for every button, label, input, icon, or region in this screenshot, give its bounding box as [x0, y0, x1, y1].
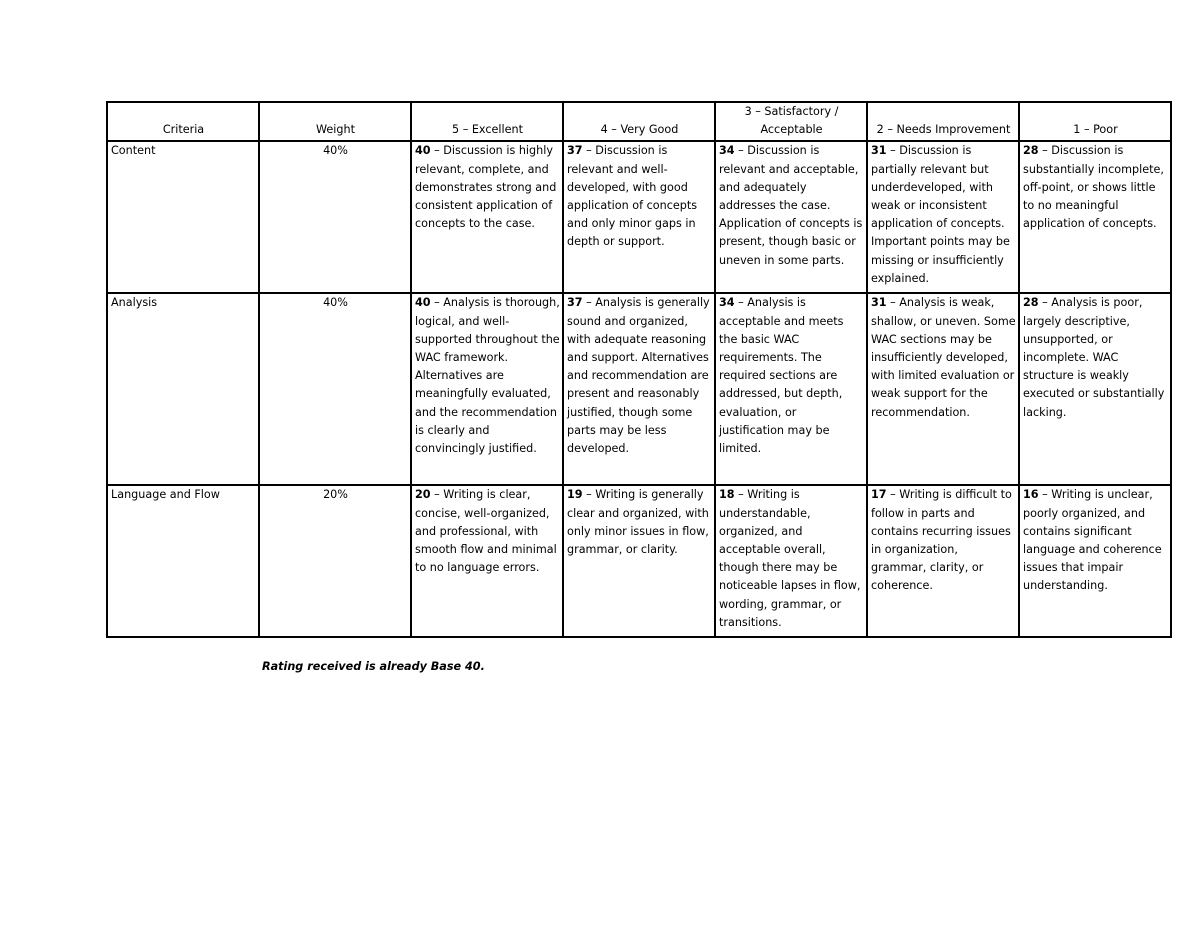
rating-description: – Discussion is substantially incomplete, off-point, or shows little to no meaningful application of concepts. [1023, 144, 1164, 231]
rating-description: – Writing is difficult to follow in parts and contains recurring issues in organization, grammar, clarity, or coherence. [871, 488, 1012, 593]
score-value: 20 [415, 488, 431, 502]
score-value: 28 [1023, 144, 1039, 158]
header-row [107, 102, 1171, 141]
rating-description: – Discussion is partially relevant but underdeveloped, with weak or inconsistent application of concepts. Important points may be missing or insufficiently explained. [871, 144, 1010, 285]
rating-cell [867, 485, 1019, 637]
rating-description: – Analysis is weak, shallow, or uneven. Some WAC sections may be insufficiently developed, with limited evaluation or weak support for the recommendation. [871, 296, 1016, 419]
rating-cell [563, 293, 715, 485]
rating-cell [1019, 485, 1171, 637]
criteria-cell: Content [107, 141, 259, 293]
table-row [107, 293, 1171, 485]
score-value: 28 [1023, 296, 1039, 310]
score-value: 34 [719, 296, 735, 310]
criteria-cell: Analysis [107, 293, 259, 485]
score-value: 34 [719, 144, 735, 158]
criteria-cell: Language and Flow [107, 485, 259, 637]
rating-cell [563, 485, 715, 637]
table-row [107, 485, 1171, 637]
rating-cell [867, 293, 1019, 485]
weight-cell: 40% [259, 293, 411, 485]
score-value: 31 [871, 144, 887, 158]
rating-note: Rating received is already Base 40. [262, 660, 485, 673]
rating-cell [715, 293, 867, 485]
rating-description: – Writing is understandable, organized, and acceptable overall, though there may be noticeable lapses in flow, wording, grammar, or transitions. [719, 488, 861, 629]
rating-description: – Writing is clear, concise, well-organized, and professional, with smooth flow and minimal to no language errors. [415, 488, 557, 575]
rating-description: – Discussion is highly relevant, complete, and demonstrates strong and consistent application of concepts to the case. [415, 144, 557, 231]
rating-cell [715, 141, 867, 293]
header-criteria: Criteria [107, 102, 259, 141]
rating-cell [563, 141, 715, 293]
header-needs-improvement: 2 – Needs Improvement [867, 102, 1019, 141]
rating-description: – Discussion is relevant and acceptable, and adequately addresses the case. Application of concepts is present, though basic or uneven in some parts. [719, 144, 863, 267]
rating-cell [1019, 141, 1171, 293]
rubric-table [106, 101, 1172, 638]
header-very-good: 4 – Very Good [563, 102, 715, 141]
score-value: 18 [719, 488, 735, 502]
score-value: 37 [567, 296, 583, 310]
table-row [107, 141, 1171, 293]
header-excellent: 5 – Excellent [411, 102, 563, 141]
header-poor: 1 – Poor [1019, 102, 1171, 141]
rating-cell [1019, 293, 1171, 485]
rating-cell [411, 141, 563, 293]
rating-cell [411, 293, 563, 485]
rating-cell [411, 485, 563, 637]
rating-description: – Discussion is relevant and well-developed, with good application of concepts and only minor gaps in depth or support. [567, 144, 698, 249]
rating-description: – Analysis is thorough, logical, and well-supported throughout the WAC framework. Alternatives are meaningfully evaluated, and the recommendation is clearly and convincingly justified. [415, 296, 560, 456]
score-value: 17 [871, 488, 887, 502]
header-weight: Weight [259, 102, 411, 141]
score-value: 16 [1023, 488, 1039, 502]
score-value: 40 [415, 144, 431, 158]
rating-description: – Analysis is generally sound and organized, with adequate reasoning and support. Alternatives and recommendation are present and reasonably justified, though some parts may be less developed. [567, 296, 710, 456]
score-value: 37 [567, 144, 583, 158]
weight-cell: 40% [259, 141, 411, 293]
header-satisfactory: 3 – Satisfactory / Acceptable [715, 102, 867, 141]
rating-description: – Analysis is poor, largely descriptive, unsupported, or incomplete. WAC structure is weakly executed or substantially lacking. [1023, 296, 1165, 419]
rating-cell [715, 485, 867, 637]
score-value: 40 [415, 296, 431, 310]
rating-description: – Writing is unclear, poorly organized, and contains significant language and coherence issues that impair understanding. [1023, 488, 1162, 593]
score-value: 19 [567, 488, 583, 502]
weight-cell: 20% [259, 485, 411, 637]
rating-description: – Writing is generally clear and organized, with only minor issues in flow, grammar, or clarity. [567, 488, 709, 557]
rating-cell [867, 141, 1019, 293]
rating-description: – Analysis is acceptable and meets the basic WAC requirements. The required sections are addressed, but depth, evaluation, or justification may be limited. [719, 296, 844, 456]
score-value: 31 [871, 296, 887, 310]
